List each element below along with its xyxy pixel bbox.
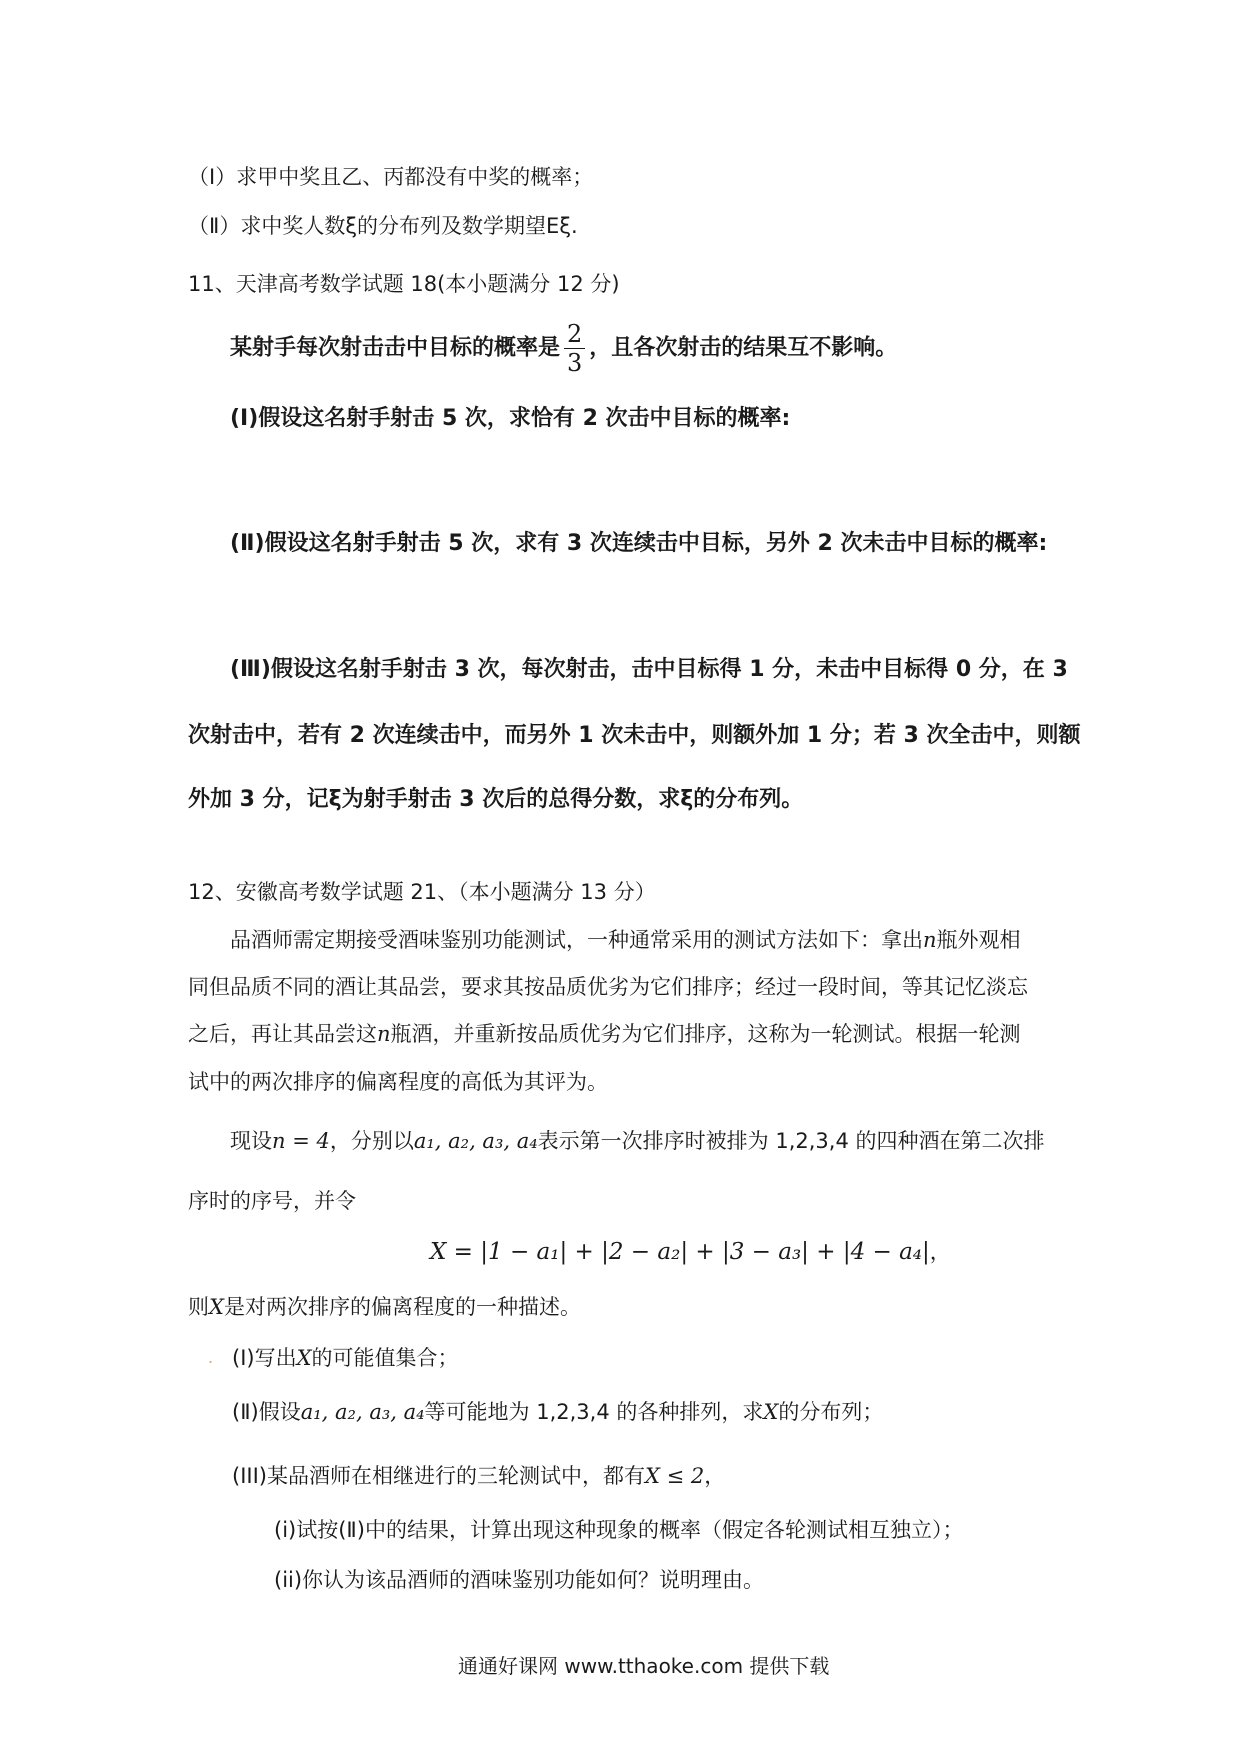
var-x: X bbox=[763, 1400, 779, 1424]
problem-12-formula bbox=[430, 1238, 951, 1266]
problem-11-q3-line3: 外加 3 分，记ξ为射手射击 3 次后的总得分数，求ξ的分布列。 bbox=[188, 787, 804, 812]
q1-text-a: (Ⅰ)写出 bbox=[232, 1346, 297, 1370]
problem-12-para1-line3 bbox=[188, 1020, 1021, 1048]
problem-12-q2 bbox=[232, 1398, 883, 1426]
prev-question-1: （Ⅰ）求甲中奖且乙、丙都没有中奖的概率； bbox=[188, 165, 594, 189]
problem-11-q3-line2: 次射击中，若有 2 次连续击中，而另外 1 次未击中，则额外加 1 分；若 3 次全击中，则额 bbox=[188, 723, 1081, 748]
para1-text-a: 品酒师需定期接受酒味鉴别功能测试，一种通常采用的测试方法如下：拿出 bbox=[230, 928, 923, 952]
problem-12-para2-line1 bbox=[230, 1127, 1044, 1155]
page-footer: 通通好课网 www.tthaoke.com 提供下载 bbox=[458, 1654, 830, 1678]
problem-12-q3-ii: (ii)你认为该品酒师的酒味鉴别功能如何？说明理由。 bbox=[274, 1568, 765, 1592]
stem-text-a: 某射手每次射击击中目标的概率是 bbox=[230, 335, 561, 361]
problem-11-q3-line1: (Ⅲ)假设这名射手射击 3 次，每次射击，击中目标得 1 分，未击中目标得 0 分，在 3 bbox=[230, 657, 1068, 682]
q3-text-b: ， bbox=[704, 1464, 726, 1488]
para1-text-d: 瓶酒，并重新按品质优劣为它们排序，这称为一轮测试。根据一轮测 bbox=[390, 1022, 1021, 1046]
problem-12-q1 bbox=[232, 1344, 459, 1372]
problem-11-q1: (Ⅰ)假设这名射手射击 5 次，求恰有 2 次击中目标的概率: bbox=[230, 406, 791, 431]
para2-text-b: ，分别以 bbox=[329, 1129, 414, 1153]
var-x: X bbox=[296, 1346, 312, 1370]
problem-11-q2: (Ⅱ)假设这名射手射击 5 次，求有 3 次连续击中目标，另外 2 次未击中目标的概率: bbox=[230, 531, 1048, 556]
q2-text-b: 等可能地为 1,2,3,4 的各种排列，求 bbox=[424, 1400, 764, 1424]
para1-text-b: 瓶外观相 bbox=[936, 928, 1021, 952]
problem-12-para1-line2: 同但品质不同的酒让其品尝，要求其按品质优劣为它们排序；经过一段时间，等其记忆淡忘 bbox=[188, 975, 1028, 999]
var-x: X bbox=[209, 1295, 224, 1319]
q2-text-a: (Ⅱ)假设 bbox=[232, 1400, 301, 1424]
desc-text-a: 则 bbox=[188, 1295, 209, 1319]
var-n: n bbox=[923, 928, 937, 952]
fraction-numerator: 2 bbox=[564, 320, 585, 349]
problem-12-para2-line2: 序时的序号，并令 bbox=[188, 1189, 356, 1213]
a-sequence: a₁, a₂, a₃, a₄ bbox=[413, 1129, 538, 1153]
problem-11-header: 11、天津高考数学试题 18(本小题满分 12 分) bbox=[188, 272, 620, 296]
q2-text-c: 的分布列； bbox=[778, 1400, 884, 1424]
scan-speck: . bbox=[208, 1348, 214, 1367]
fraction-two-thirds bbox=[564, 320, 585, 377]
var-n: n bbox=[377, 1022, 391, 1046]
problem-12-header: 12、安徽高考数学试题 21、（本小题满分 13 分） bbox=[188, 880, 656, 904]
formula-comma: ， bbox=[929, 1240, 951, 1264]
para2-text-c: 表示第一次排序时被排为 1,2,3,4 的四种酒在第二次排 bbox=[537, 1129, 1045, 1153]
problem-12-q3 bbox=[232, 1462, 725, 1490]
stem-text-b: ，且各次射击的结果互不影响。 bbox=[589, 335, 898, 361]
a-sequence: a₁, a₂, a₃, a₄ bbox=[300, 1400, 425, 1424]
desc-text-b: 是对两次排序的偏离程度的一种描述。 bbox=[223, 1295, 581, 1319]
q1-text-b: 的可能值集合； bbox=[311, 1346, 459, 1370]
prev-question-2: （Ⅱ）求中奖人数ξ的分布列及数学期望Eξ. bbox=[188, 214, 578, 238]
x-formula: X = |1 − a₁| + |2 − a₂| + |3 − a₃| + |4 − a₄| bbox=[430, 1239, 930, 1265]
para1-text-c: 之后，再让其品尝这 bbox=[188, 1022, 377, 1046]
problem-12-para1-line1 bbox=[230, 926, 1021, 954]
x-inequality: X ≤ 2 bbox=[644, 1464, 705, 1488]
n-equals-4: n = 4 bbox=[272, 1129, 330, 1153]
problem-11-stem bbox=[230, 320, 897, 377]
fraction-denominator: 3 bbox=[567, 349, 583, 377]
q3-text-a: (III)某品酒师在相继进行的三轮测试中，都有 bbox=[232, 1464, 645, 1488]
problem-12-para1-line4: 试中的两次排序的偏离程度的高低为其评为。 bbox=[188, 1070, 608, 1094]
problem-12-q3-i: (i)试按(Ⅱ)中的结果，计算出现这种现象的概率（假定各轮测试相互独立）； bbox=[274, 1518, 964, 1542]
para2-text-a: 现设 bbox=[230, 1129, 272, 1153]
problem-12-description bbox=[188, 1293, 581, 1321]
